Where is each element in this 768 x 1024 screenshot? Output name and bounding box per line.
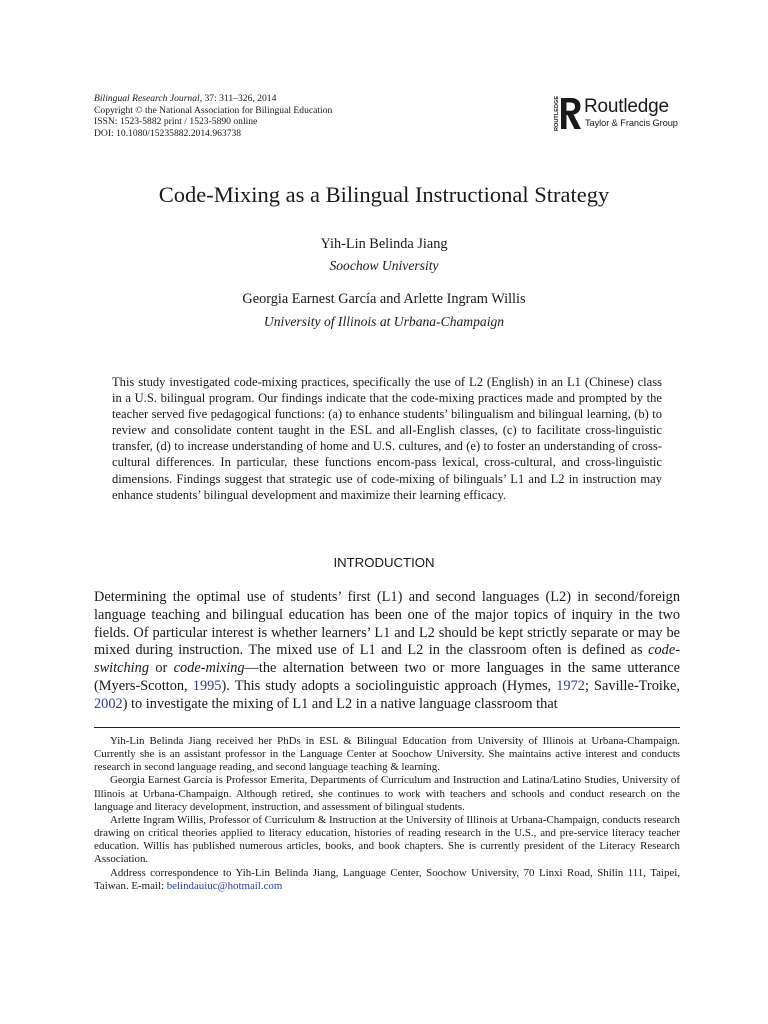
citation-link-myers-scotton[interactable]: 1995 bbox=[192, 677, 222, 694]
author-footnotes bbox=[94, 735, 680, 893]
term-code-switching: code-switching bbox=[94, 642, 680, 676]
footnote-correspondence bbox=[94, 867, 680, 893]
copyright-line: Copyright © the National Association for Bilingual Education bbox=[94, 104, 333, 116]
journal-name: Bilingual Research Journal bbox=[94, 93, 200, 104]
paragraph-text: ; Saville-Troike, bbox=[584, 677, 680, 694]
citation-link-hymes[interactable]: 1972 bbox=[556, 677, 585, 694]
journal-volume-pages: , 37: 311–326, 2014 bbox=[199, 93, 277, 104]
doi-line: DOI: 10.1080/15235882.2014.963738 bbox=[94, 127, 242, 139]
affiliation-secondary: University of Illinois at Urbana-Champaign bbox=[263, 314, 505, 329]
issn-line: ISSN: 1523-5882 print / 1523-5890 online bbox=[94, 116, 258, 128]
author-primary: Yih-Lin Belinda Jiang bbox=[320, 236, 448, 252]
paragraph-text: or bbox=[149, 660, 174, 676]
article-title: Code-Mixing as a Bilingual Instructional Strategy bbox=[158, 182, 610, 207]
affiliation-primary: Soochow University bbox=[329, 258, 439, 273]
correspondence-text: Address correspondence to Yih-Lin Belinda Jiang, Language Center, Soochow University, 70 Linxi Road, Shilin 111, Taipei, Taiwan. E-mail: bbox=[94, 866, 680, 892]
footnote-garcia: Georgia Earnest García is Professor Emerita, Departments of Curriculum and Instruction and Latina/Latino Studies, University of Illinois at Urbana-Champaign. Although retired, she continues to work with teachers and schools and conduct research on the language and literacy development, instruction, and assessment of bilingual students. bbox=[94, 774, 680, 813]
paragraph-text: —the alternation between two or more languages in the same utterance (Myers-Scotton, bbox=[94, 660, 680, 694]
publisher-group: Taylor & Francis Group bbox=[585, 118, 678, 128]
logo-vertical-text: ROUTLEDGE bbox=[554, 95, 560, 131]
publisher-brand: Routledge bbox=[584, 96, 669, 117]
footnote-willis: Arlette Ingram Willis, Professor of Curriculum & Instruction at the University of Illinois at Urbana-Champaign, conducts research drawing on critical theories applied to literacy education, histories of reading research in the U.S., and pre-service literacy teacher education. Willis has published numerous articles, books, and book chapters. She is currently president of the Literacy Research Association. bbox=[94, 813, 680, 866]
routledge-r-logo-icon bbox=[550, 94, 584, 134]
paragraph-text: Determining the optimal use of students’ first (L1) and second languages (L2) in second/foreign language teaching and bilingual education has been one of the major topics of inquiry in the two fields. Of particular interest is whether learners’ L1 and L2 should be kept strictly separate or may be mixed during instruction. The mixed use of L1 and L2 in the classroom often is defined as bbox=[94, 589, 680, 659]
section-heading-introduction: INTRODUCTION bbox=[333, 555, 435, 570]
publisher-logo bbox=[550, 94, 690, 134]
term-code-mixing: code-mixing bbox=[173, 660, 245, 676]
journal-citation-line bbox=[94, 93, 332, 105]
introduction-paragraph bbox=[94, 589, 680, 713]
email-link[interactable]: belindauiuc@hotmail.com bbox=[166, 879, 283, 892]
paragraph-text: ) to investigate the mixing of L1 and L2 in a native language classroom that bbox=[122, 695, 558, 712]
author-secondary: Georgia Earnest García and Arlette Ingram Willis bbox=[242, 291, 526, 307]
paragraph-text: ). This study adopts a sociolinguistic approach (Hymes, bbox=[221, 677, 557, 694]
citation-link-saville-troike[interactable]: 2002 bbox=[94, 695, 123, 712]
footnote-divider bbox=[94, 727, 680, 728]
journal-metadata bbox=[94, 93, 332, 139]
abstract: This study investigated code-mixing practices, specifically the use of L2 (English) in an L1 (Chinese) class in a U.S. bilingual program. Our findings indicate that the code-mixing practices made and prompted by the teacher served five pedagogical functions: (a) to enhance students’ bilingualism and bilingual learning, (b) to review and consolidate content taught in the ESL and all-English classes, (c) to facilitate cross-linguistic transfer, (d) to increase understanding of home and U.S. cultures, and (e) to foster an understanding of cross-cultural differences. In particular, these functions encom-pass lexical, cross-cultural, and cross-linguistic dimensions. Findings suggest that strategic use of code-mixing of bilinguals’ L1 and L2 in instruction may enhance students’ bilingual development and maximize their learning efficacy. bbox=[112, 375, 662, 502]
footnote-jiang: Yih-Lin Belinda Jiang received her PhDs in ESL & Bilingual Education from University of Illinois at Urbana-Champaign. Currently she is an assistant professor in the Language Center at Soochow University. She maintains active interest and conducts research in second language reading, and second language teaching & learning. bbox=[94, 735, 680, 774]
